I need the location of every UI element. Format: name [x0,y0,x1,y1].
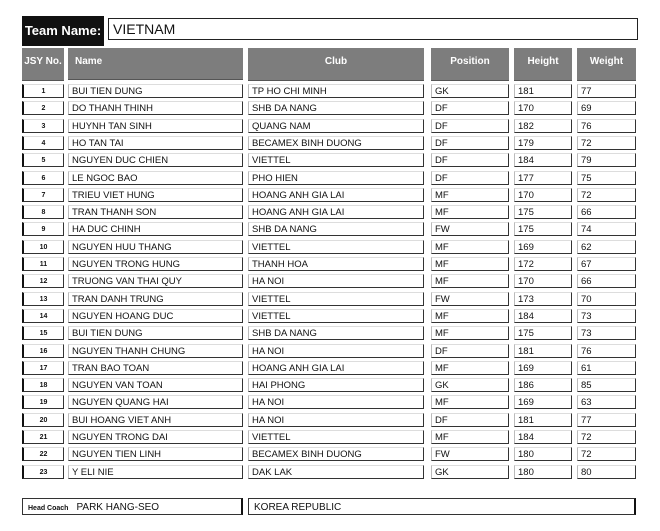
player-weight-cell[interactable]: 67 [577,257,636,271]
jsy-number-cell[interactable]: 3 [22,119,64,133]
player-name-cell[interactable]: NGUYEN TRONG DAI [68,430,243,444]
player-position-cell[interactable]: MF [431,309,509,323]
player-height-cell[interactable]: 181 [514,413,572,427]
player-name-cell[interactable]: NGUYEN TIEN LINH [68,447,243,461]
player-height-cell[interactable]: 184 [514,153,572,167]
player-position-cell[interactable]: DF [431,101,509,115]
jsy-number-cell[interactable]: 12 [22,274,64,288]
jsy-number-cell[interactable]: 10 [22,240,64,254]
player-name-cell[interactable]: NGUYEN QUANG HAI [68,395,243,409]
player-weight-cell[interactable]: 62 [577,240,636,254]
player-weight-cell[interactable]: 76 [577,344,636,358]
header-name: Name [68,48,243,80]
player-weight-cell[interactable]: 77 [577,413,636,427]
jsy-number-cell[interactable]: 21 [22,430,64,444]
player-club-cell[interactable]: HA NOI [248,274,424,288]
jsy-number-cell[interactable]: 17 [22,361,64,375]
player-weight-cell[interactable]: 63 [577,395,636,409]
player-weight-cell[interactable]: 72 [577,447,636,461]
player-name-cell[interactable]: TRAN DANH TRUNG [68,292,243,306]
header-height: Height [514,48,572,81]
team-name-field[interactable]: VIETNAM [108,18,638,40]
player-weight-cell[interactable]: 80 [577,465,636,479]
player-club-cell[interactable]: HA NOI [248,395,424,409]
player-weight-cell[interactable]: 73 [577,326,636,340]
player-position-cell[interactable]: GK [431,378,509,392]
header-weight: Weight [577,48,636,81]
player-club-cell[interactable]: QUANG NAM [248,119,424,133]
player-height-cell[interactable]: 184 [514,430,572,444]
player-height-cell[interactable]: 184 [514,309,572,323]
player-weight-cell[interactable]: 77 [577,84,636,98]
player-club-cell[interactable]: SHB DA NANG [248,222,424,236]
player-name-cell[interactable]: NGUYEN TRONG HUNG [68,257,243,271]
player-name-cell[interactable]: HUYNH TAN SINH [68,119,243,133]
coach-nationality-field[interactable]: KOREA REPUBLIC [248,498,636,515]
player-position-cell[interactable]: DF [431,171,509,185]
player-height-cell[interactable]: 169 [514,361,572,375]
player-club-cell[interactable]: THANH HOA [248,257,424,271]
player-height-cell[interactable]: 180 [514,465,572,479]
player-position-cell[interactable]: DF [431,136,509,150]
jsy-number-cell[interactable]: 20 [22,413,64,427]
player-position-cell[interactable]: DF [431,119,509,133]
player-height-cell[interactable]: 181 [514,344,572,358]
player-weight-cell[interactable]: 75 [577,171,636,185]
player-club-cell[interactable]: PHO HIEN [248,171,424,185]
player-club-cell[interactable]: HA NOI [248,413,424,427]
player-weight-cell[interactable]: 72 [577,188,636,202]
player-position-cell[interactable]: DF [431,344,509,358]
jsy-number-cell[interactable]: 4 [22,136,64,150]
player-club-cell[interactable]: BECAMEX BINH DUONG [248,447,424,461]
player-position-cell[interactable]: FW [431,447,509,461]
jsy-number-cell[interactable]: 2 [22,101,64,115]
player-club-cell[interactable]: VIETTEL [248,430,424,444]
player-height-cell[interactable]: 181 [514,84,572,98]
player-club-cell[interactable]: SHB DA NANG [248,326,424,340]
player-weight-cell[interactable]: 69 [577,101,636,115]
player-club-cell[interactable]: HA NOI [248,344,424,358]
player-position-cell[interactable]: MF [431,240,509,254]
player-weight-cell[interactable]: 66 [577,205,636,219]
jsy-number-cell[interactable]: 6 [22,171,64,185]
player-height-cell[interactable]: 173 [514,292,572,306]
player-height-cell[interactable]: 179 [514,136,572,150]
player-name-cell[interactable]: TRAN BAO TOAN [68,361,243,375]
player-name-cell[interactable]: HO TAN TAI [68,136,243,150]
player-position-cell[interactable]: MF [431,361,509,375]
head-coach-label: Head Coach [28,505,69,512]
player-name-cell[interactable]: TRUONG VAN THAI QUY [68,274,243,288]
jsy-number-cell[interactable]: 8 [22,205,64,219]
player-height-cell[interactable]: 169 [514,240,572,254]
player-club-cell[interactable]: TP HO CHI MINH [248,84,424,98]
player-position-cell[interactable]: DF [431,413,509,427]
player-height-cell[interactable]: 175 [514,205,572,219]
player-position-cell[interactable]: GK [431,465,509,479]
player-position-cell[interactable]: DF [431,153,509,167]
jsy-number-cell[interactable]: 11 [22,257,64,271]
player-weight-cell[interactable]: 76 [577,119,636,133]
header-position: Position [431,48,509,81]
player-name-cell[interactable]: NGUYEN DUC CHIEN [68,153,243,167]
player-club-cell[interactable]: HOANG ANH GIA LAI [248,361,424,375]
player-height-cell[interactable]: 169 [514,395,572,409]
player-height-cell[interactable]: 175 [514,222,572,236]
jsy-number-cell[interactable]: 9 [22,222,64,236]
jsy-number-cell[interactable]: 14 [22,309,64,323]
player-club-cell[interactable]: HOANG ANH GIA LAI [248,188,424,202]
player-weight-cell[interactable]: 74 [577,222,636,236]
player-weight-cell[interactable]: 66 [577,274,636,288]
jsy-number-cell[interactable]: 1 [22,84,64,98]
player-name-cell[interactable]: NGUYEN HUU THANG [68,240,243,254]
header-club: Club [248,48,424,81]
player-weight-cell[interactable]: 72 [577,430,636,444]
player-weight-cell[interactable]: 73 [577,309,636,323]
header-jsy: JSY No. [22,48,64,81]
player-club-cell[interactable]: SHB DA NANG [248,101,424,115]
player-club-cell[interactable]: VIETTEL [248,240,424,254]
player-weight-cell[interactable]: 61 [577,361,636,375]
player-club-cell[interactable]: VIETTEL [248,292,424,306]
player-position-cell[interactable]: MF [431,395,509,409]
player-name-cell[interactable]: LE NGOC BAO [68,171,243,185]
head-coach-field[interactable] [22,498,243,515]
player-height-cell[interactable]: 182 [514,119,572,133]
player-name-cell[interactable]: BUI HOANG VIET ANH [68,413,243,427]
player-weight-cell[interactable]: 85 [577,378,636,392]
player-name-cell[interactable]: Y ELI NIE [68,465,243,479]
player-club-cell[interactable]: DAK LAK [248,465,424,479]
player-position-cell[interactable]: FW [431,292,509,306]
player-name-cell[interactable]: NGUYEN VAN TOAN [68,378,243,392]
player-name-cell[interactable]: NGUYEN THANH CHUNG [68,344,243,358]
player-weight-cell[interactable]: 79 [577,153,636,167]
jsy-number-cell[interactable]: 23 [22,465,64,479]
team-name-label: Team Name: [22,16,104,46]
jsy-number-cell[interactable]: 13 [22,292,64,306]
player-club-cell[interactable]: VIETTEL [248,153,424,167]
player-position-cell[interactable]: MF [431,326,509,340]
player-weight-cell[interactable]: 72 [577,136,636,150]
player-height-cell[interactable]: 170 [514,188,572,202]
jsy-number-cell[interactable]: 22 [22,447,64,461]
player-position-cell[interactable]: MF [431,257,509,271]
jsy-number-cell[interactable]: 19 [22,395,64,409]
player-name-cell[interactable]: DO THANH THINH [68,101,243,115]
jsy-number-cell[interactable]: 5 [22,153,64,167]
player-position-cell[interactable]: MF [431,274,509,288]
player-name-cell[interactable]: TRIEU VIET HUNG [68,188,243,202]
player-position-cell[interactable]: MF [431,205,509,219]
player-weight-cell[interactable]: 70 [577,292,636,306]
jsy-number-cell[interactable]: 15 [22,326,64,340]
player-name-cell[interactable]: HA DUC CHINH [68,222,243,236]
player-height-cell[interactable]: 170 [514,101,572,115]
player-club-cell[interactable]: HOANG ANH GIA LAI [248,205,424,219]
player-club-cell[interactable]: BECAMEX BINH DUONG [248,136,424,150]
player-position-cell[interactable]: FW [431,222,509,236]
jsy-number-cell[interactable]: 18 [22,378,64,392]
head-coach-name: PARK HANG-SEO [76,502,160,513]
jsy-number-cell[interactable]: 16 [22,344,64,358]
player-club-cell[interactable]: HAI PHONG [248,378,424,392]
player-club-cell[interactable]: VIETTEL [248,309,424,323]
player-height-cell[interactable]: 180 [514,447,572,461]
player-position-cell[interactable]: MF [431,188,509,202]
player-height-cell[interactable]: 177 [514,171,572,185]
player-name-cell[interactable]: BUI TIEN DUNG [68,326,243,340]
player-height-cell[interactable]: 186 [514,378,572,392]
player-name-cell[interactable]: TRAN THANH SON [68,205,243,219]
player-height-cell[interactable]: 170 [514,274,572,288]
player-name-cell[interactable]: NGUYEN HOANG DUC [68,309,243,323]
player-height-cell[interactable]: 172 [514,257,572,271]
player-name-cell[interactable]: BUI TIEN DUNG [68,84,243,98]
jsy-number-cell[interactable]: 7 [22,188,64,202]
player-height-cell[interactable]: 175 [514,326,572,340]
team-name-bar [22,16,636,46]
player-position-cell[interactable]: MF [431,430,509,444]
player-position-cell[interactable]: GK [431,84,509,98]
